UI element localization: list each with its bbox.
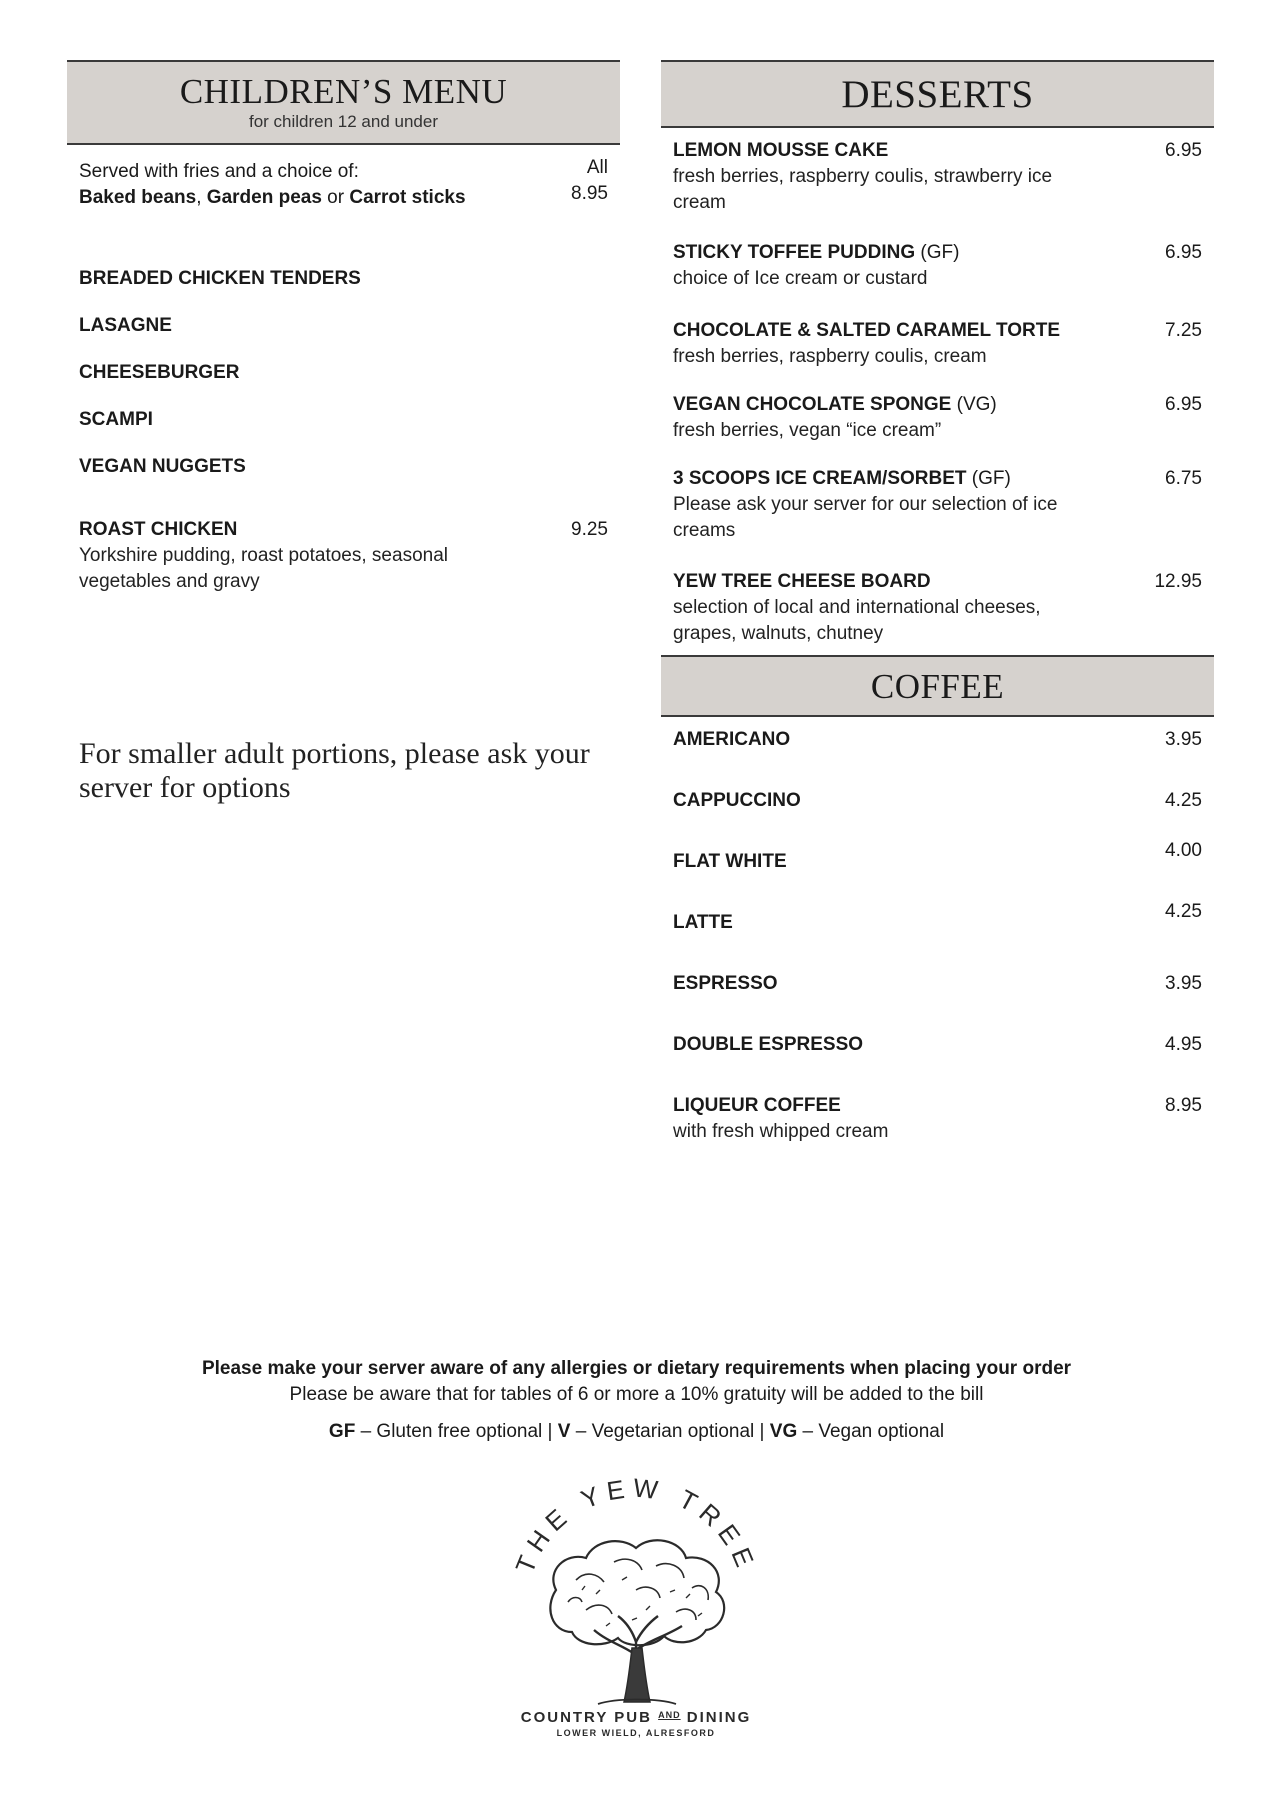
kids-side-options (79, 185, 466, 211)
dessert-desc: fresh berries, raspberry coulis, strawberry ice cream (673, 166, 1053, 213)
key-vg-text: – Vegan optional (797, 1421, 945, 1442)
dessert-desc: Please ask your server for our selection of ice creams (673, 494, 1058, 541)
coffee-desc: with fresh whipped cream (673, 1121, 889, 1142)
dessert-price: 7.25 (1165, 320, 1202, 341)
dessert-name: STICKY TOFFEE PUDDING (GF) (673, 242, 960, 263)
side-option-peas: Garden peas (206, 187, 322, 208)
smaller-portions-note: For smaller adult portions, please ask your server for options (79, 737, 590, 804)
dessert-price: 6.95 (1165, 394, 1202, 415)
childrens-menu-subtitle: for children 12 and under (248, 112, 439, 131)
kids-item: SCAMPI (79, 409, 153, 430)
childrens-menu-header (67, 60, 620, 145)
allergy-notice: Please make your server aware of any allergies or dietary requirements when placing your order (201, 1358, 1072, 1379)
desserts-title: DESSERTS (841, 73, 1034, 116)
coffee-price: 3.95 (1165, 973, 1202, 994)
coffee-name: AMERICANO (673, 729, 791, 750)
kids-intro-line: Served with fries and a choice of: (79, 161, 359, 182)
dessert-name: YEW TREE CHEESE BOARD (673, 571, 931, 592)
coffee-price: 4.00 (1165, 840, 1202, 861)
side-sep: , (196, 187, 207, 208)
kids-price-value: 8.95 (571, 183, 608, 204)
side-option-carrots: Carrot sticks (349, 187, 466, 208)
kids-item: VEGAN NUGGETS (79, 456, 246, 477)
kids-item: LASAGNE (79, 315, 172, 336)
logo-graphic (486, 1470, 786, 1740)
kids-item: CHEESEBURGER (79, 362, 240, 383)
key-gf: GF (328, 1421, 356, 1442)
coffee-name: DOUBLE ESPRESSO (673, 1034, 864, 1055)
dessert-price: 12.95 (1154, 571, 1202, 592)
kids-all-price (571, 155, 608, 207)
coffee-name: FLAT WHITE (673, 851, 787, 872)
dessert-price: 6.95 (1165, 140, 1202, 161)
coffee-name: LIQUEUR COFFEE (673, 1095, 841, 1116)
roast-chicken-name: ROAST CHICKEN (79, 519, 238, 540)
desserts-coffee-column (661, 60, 1214, 1160)
dessert-name: 3 SCOOPS ICE CREAM/SORBET (GF) (673, 468, 1011, 489)
side-sep: or (321, 187, 350, 208)
dessert-desc: choice of Ice cream or custard (673, 268, 928, 289)
coffee-price: 8.95 (1165, 1095, 1202, 1116)
yew-tree-logo (486, 1470, 786, 1740)
dessert-name: CHOCOLATE & SALTED CARAMEL TORTE (673, 320, 1061, 341)
dessert-price: 6.75 (1165, 468, 1202, 489)
kids-price-label: All (586, 157, 608, 178)
logo-location: LOWER WIELD, ALRESFORD (556, 1728, 716, 1738)
key-vg: VG (769, 1421, 798, 1442)
gratuity-notice: Please be aware that for tables of 6 or more a 10% gratuity will be added to the bill (289, 1384, 984, 1405)
dessert-name: LEMON MOUSSE CAKE (673, 140, 889, 161)
dessert-desc: fresh berries, vegan “ice cream” (673, 420, 942, 441)
key-v: V (557, 1421, 571, 1442)
tree-icon (550, 1540, 724, 1704)
side-option-beans: Baked beans (79, 187, 197, 208)
dietary-key (0, 1419, 1273, 1445)
logo-arc-text: THE YEW TREE (509, 1472, 763, 1578)
roast-chicken-desc: Yorkshire pudding, roast potatoes, seasonal vegetables and gravy (79, 545, 448, 592)
dessert-desc: fresh berries, raspberry coulis, cream (673, 346, 987, 367)
coffee-price: 4.25 (1165, 790, 1202, 811)
coffee-name: CAPPUCCINO (673, 790, 801, 811)
logo-tagline-right: DINING (686, 1709, 752, 1726)
kids-item: BREADED CHICKEN TENDERS (79, 268, 361, 289)
coffee-name: ESPRESSO (673, 973, 778, 994)
dessert-price: 6.95 (1165, 242, 1202, 263)
coffee-name: LATTE (673, 912, 733, 933)
dessert-desc: selection of local and international cheeses, grapes, walnuts, chutney (673, 597, 1041, 644)
childrens-menu-section (67, 60, 620, 820)
key-gf-text: – Gluten free optional | (355, 1421, 558, 1442)
coffee-price: 4.25 (1165, 901, 1202, 922)
key-v-text: – Vegetarian optional | (570, 1421, 770, 1442)
coffee-price: 3.95 (1165, 729, 1202, 750)
kids-intro (79, 159, 466, 211)
coffee-price: 4.95 (1165, 1034, 1202, 1055)
coffee-header (661, 655, 1214, 717)
logo-tagline (486, 1706, 786, 1727)
dessert-name: VEGAN CHOCOLATE SPONGE (VG) (673, 394, 997, 415)
logo-tagline-and: AND (658, 1710, 681, 1720)
childrens-menu-title: CHILDREN’S MENU (179, 72, 508, 111)
roast-chicken-price: 9.25 (571, 519, 608, 540)
logo-tagline-left: COUNTRY PUB (520, 1709, 652, 1726)
coffee-title: COFFEE (870, 667, 1005, 706)
desserts-header (661, 60, 1214, 128)
